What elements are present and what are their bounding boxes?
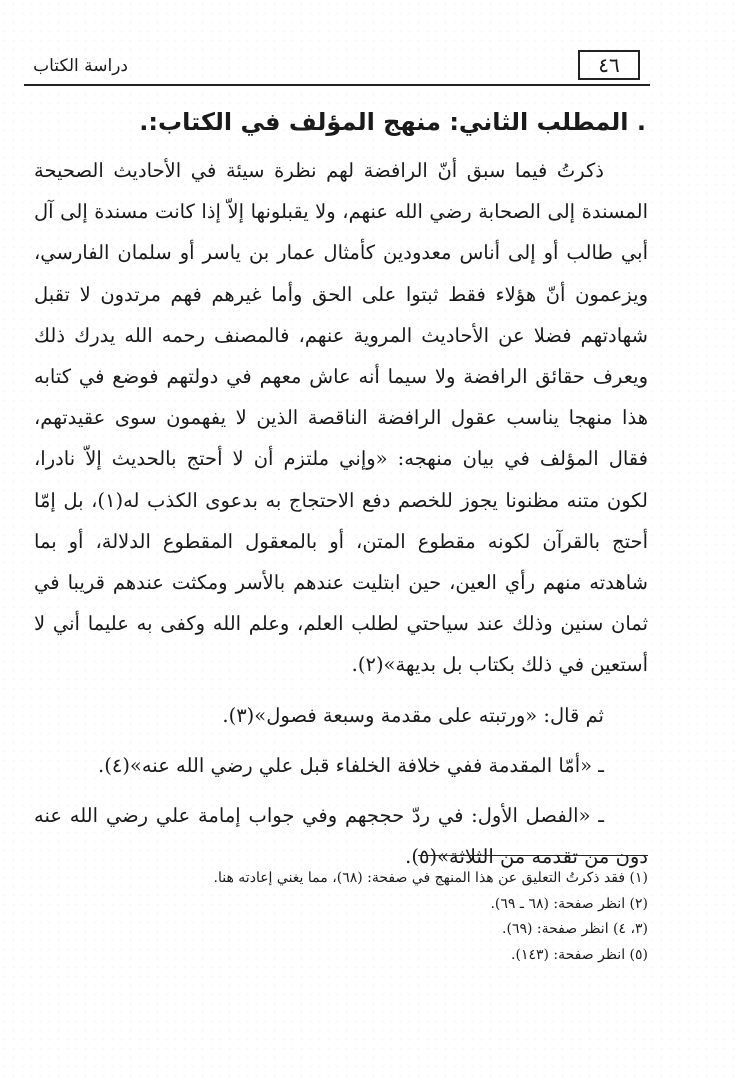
body-text — [34, 150, 648, 877]
footnotes — [150, 866, 648, 968]
paragraph-intro: ذكرتُ فيما سبق أنّ الرافضة لهم نظرة سيئة في الأحاديث الصحيحة المسندة إلى الصحابة رضي الله عنهم، ولا يقبلونها إلاّ إذا كانت مسندة إلى آل أبي طالب أو إلى أناس معدودين كأمثال عمار بن ياسر أو سلمان الفارسي، ويزعمون أنّ هؤلاء فقط ثبتوا على الحق وأما غيرهم فهم مرتدون لا تقبل شهادتهم فضلا عن الأحاديث المروية عنهم، فالمصنف رحمه الله يدرك ذلك ويعرف حقائق الرافضة ولا سيما أنه عاش معهم في دولتهم فوضع في كتابه هذا منهجا يناسب عقول الرافضة الناقصة الذين لا يفهمون سوى عقيدتهم، فقال المؤلف في بيان منهجه: «وإني ملتزم أن لا أحتج بالحديث إلاّ نادرا، لكون متنه مظنونا يجوز للخصم دفع الاحتجاج به بدعوى الكذب له(١)، بل إمّا أحتج بالقرآن لكونه مقطوع المتن، أو بالمعقول المقطوع الدلالة، أو بما شاهدته منهم رأي العين، حين ابتليت عندهم بالأسر ومكثت عندهم قريبا في ثمان سنين وذلك عند سياحتي لطلب العلم، وعلم الله وكفى به عليما أني لا أستعين في ذلك بكتاب بل بديهة»(٢). — [34, 159, 648, 677]
page-number-box — [578, 50, 640, 80]
paragraph-first-chapter: ـ «الفصل الأول: في ردّ حججهم وفي جواب إمامة علي رضي الله عنه دون من تقدمه من الثلاثة»(٥). — [34, 804, 648, 869]
running-title: دراسة الكتاب — [33, 56, 128, 76]
footnote-1: (١) فقد ذكرتُ التعليق عن هذا المنهج في صفحة: (٦٨)، مما يغني إعادته هنا. — [213, 870, 648, 886]
footnote-divider — [418, 855, 648, 856]
footnote-5: (٥) انظر صفحة: (١٤٣). — [511, 946, 648, 963]
paragraph-introduction-chapter: ـ «أمّا المقدمة ففي خلافة الخلفاء قبل علي رضي الله عنه»(٤). — [98, 753, 604, 777]
paragraph-arrangement: ثم قال: «ورتبته على مقدمة وسبعة فصول»(٣). — [222, 703, 604, 727]
footnote-2: (٢) انظر صفحة: (٦٨ ـ ٦٩). — [490, 895, 648, 912]
header-rule — [24, 84, 650, 86]
section-heading: . المطلب الثاني: منهج المؤلف في الكتاب:. — [139, 108, 646, 136]
footnote-3-4: (٣، ٤) انظر صفحة: (٦٩). — [502, 921, 648, 937]
page-number: ٤٦ — [598, 53, 620, 77]
